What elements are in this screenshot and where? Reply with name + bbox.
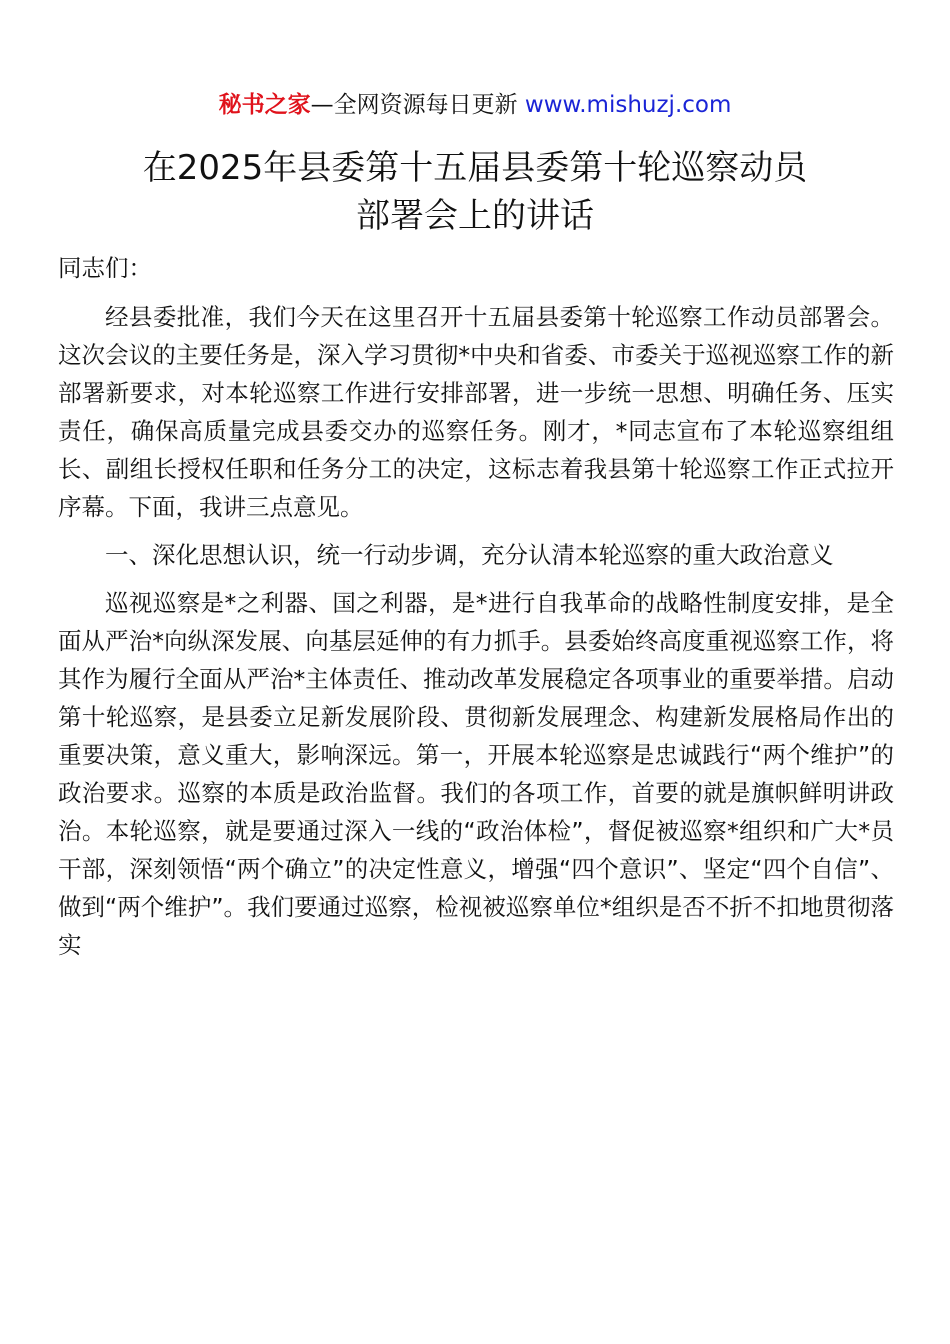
salutation: 同志们： — [58, 254, 152, 282]
brand-name: 秘书之家 — [218, 92, 311, 118]
page-header — [0, 88, 950, 122]
title-line-2: 部署会上的讲话 — [356, 196, 594, 236]
header-tagline: —全网资源每日更新 — [310, 92, 525, 118]
paragraph-section-1: 巡视巡察是*之利器、国之利器，是*进行自我革命的战略性制度安排，是全面从严治*向纵深发展、向基层延伸的有力抓手。县委始终高度重视巡察工作，将其作为履行全面从严治*主体责任、推动改革发展稳定各项事业的重要举措。启动第十轮巡察，是县委立足新发展阶段、贯彻新发展理念、构建新发展格局作出的重要决策，意义重大，影响深远。第一，开展本轮巡察是忠诚践行“两个维护”的政治要求。巡察的本质是政治监督。我们的各项工作，首要的就是旗帜鲜明讲政治。本轮巡察，就是要通过深入一线的“政治体检”，督促被巡察*组织和广大*员干部，深刻领悟“两个确立”的决定性意义，增强“四个意识”、坚定“四个自信”、做到“两个维护”。我们要通过巡察，检视被巡察单位*组织是否不折不扣地贯彻落实 — [58, 589, 894, 959]
paragraph-intro: 经县委批准，我们今天在这里召开十五届县委第十轮巡察工作动员部署会。这次会议的主要任务是，深入学习贯彻*中央和省委、市委关于巡视巡察工作的新部署新要求，对本轮巡察工作进行安排部署，进一步统一思想、明确任务、压实责任，确保高质量完成县委交办的巡察任务。刚才，*同志宣布了本轮巡察组组长、副组长授权任职和任务分工的决定，这标志着我县第十轮巡察工作正式拉开序幕。下面，我讲三点意见。 — [58, 303, 894, 521]
document-title — [0, 144, 950, 240]
document-body — [58, 298, 894, 964]
section-heading-1: 一、深化思想认识，统一行动步调，充分认清本轮巡察的重大政治意义 — [105, 541, 834, 569]
website-link[interactable]: www.mishuzj.com — [524, 92, 732, 118]
title-line-1: 在2025年县委第十五届县委第十轮巡察动员 — [142, 148, 808, 188]
